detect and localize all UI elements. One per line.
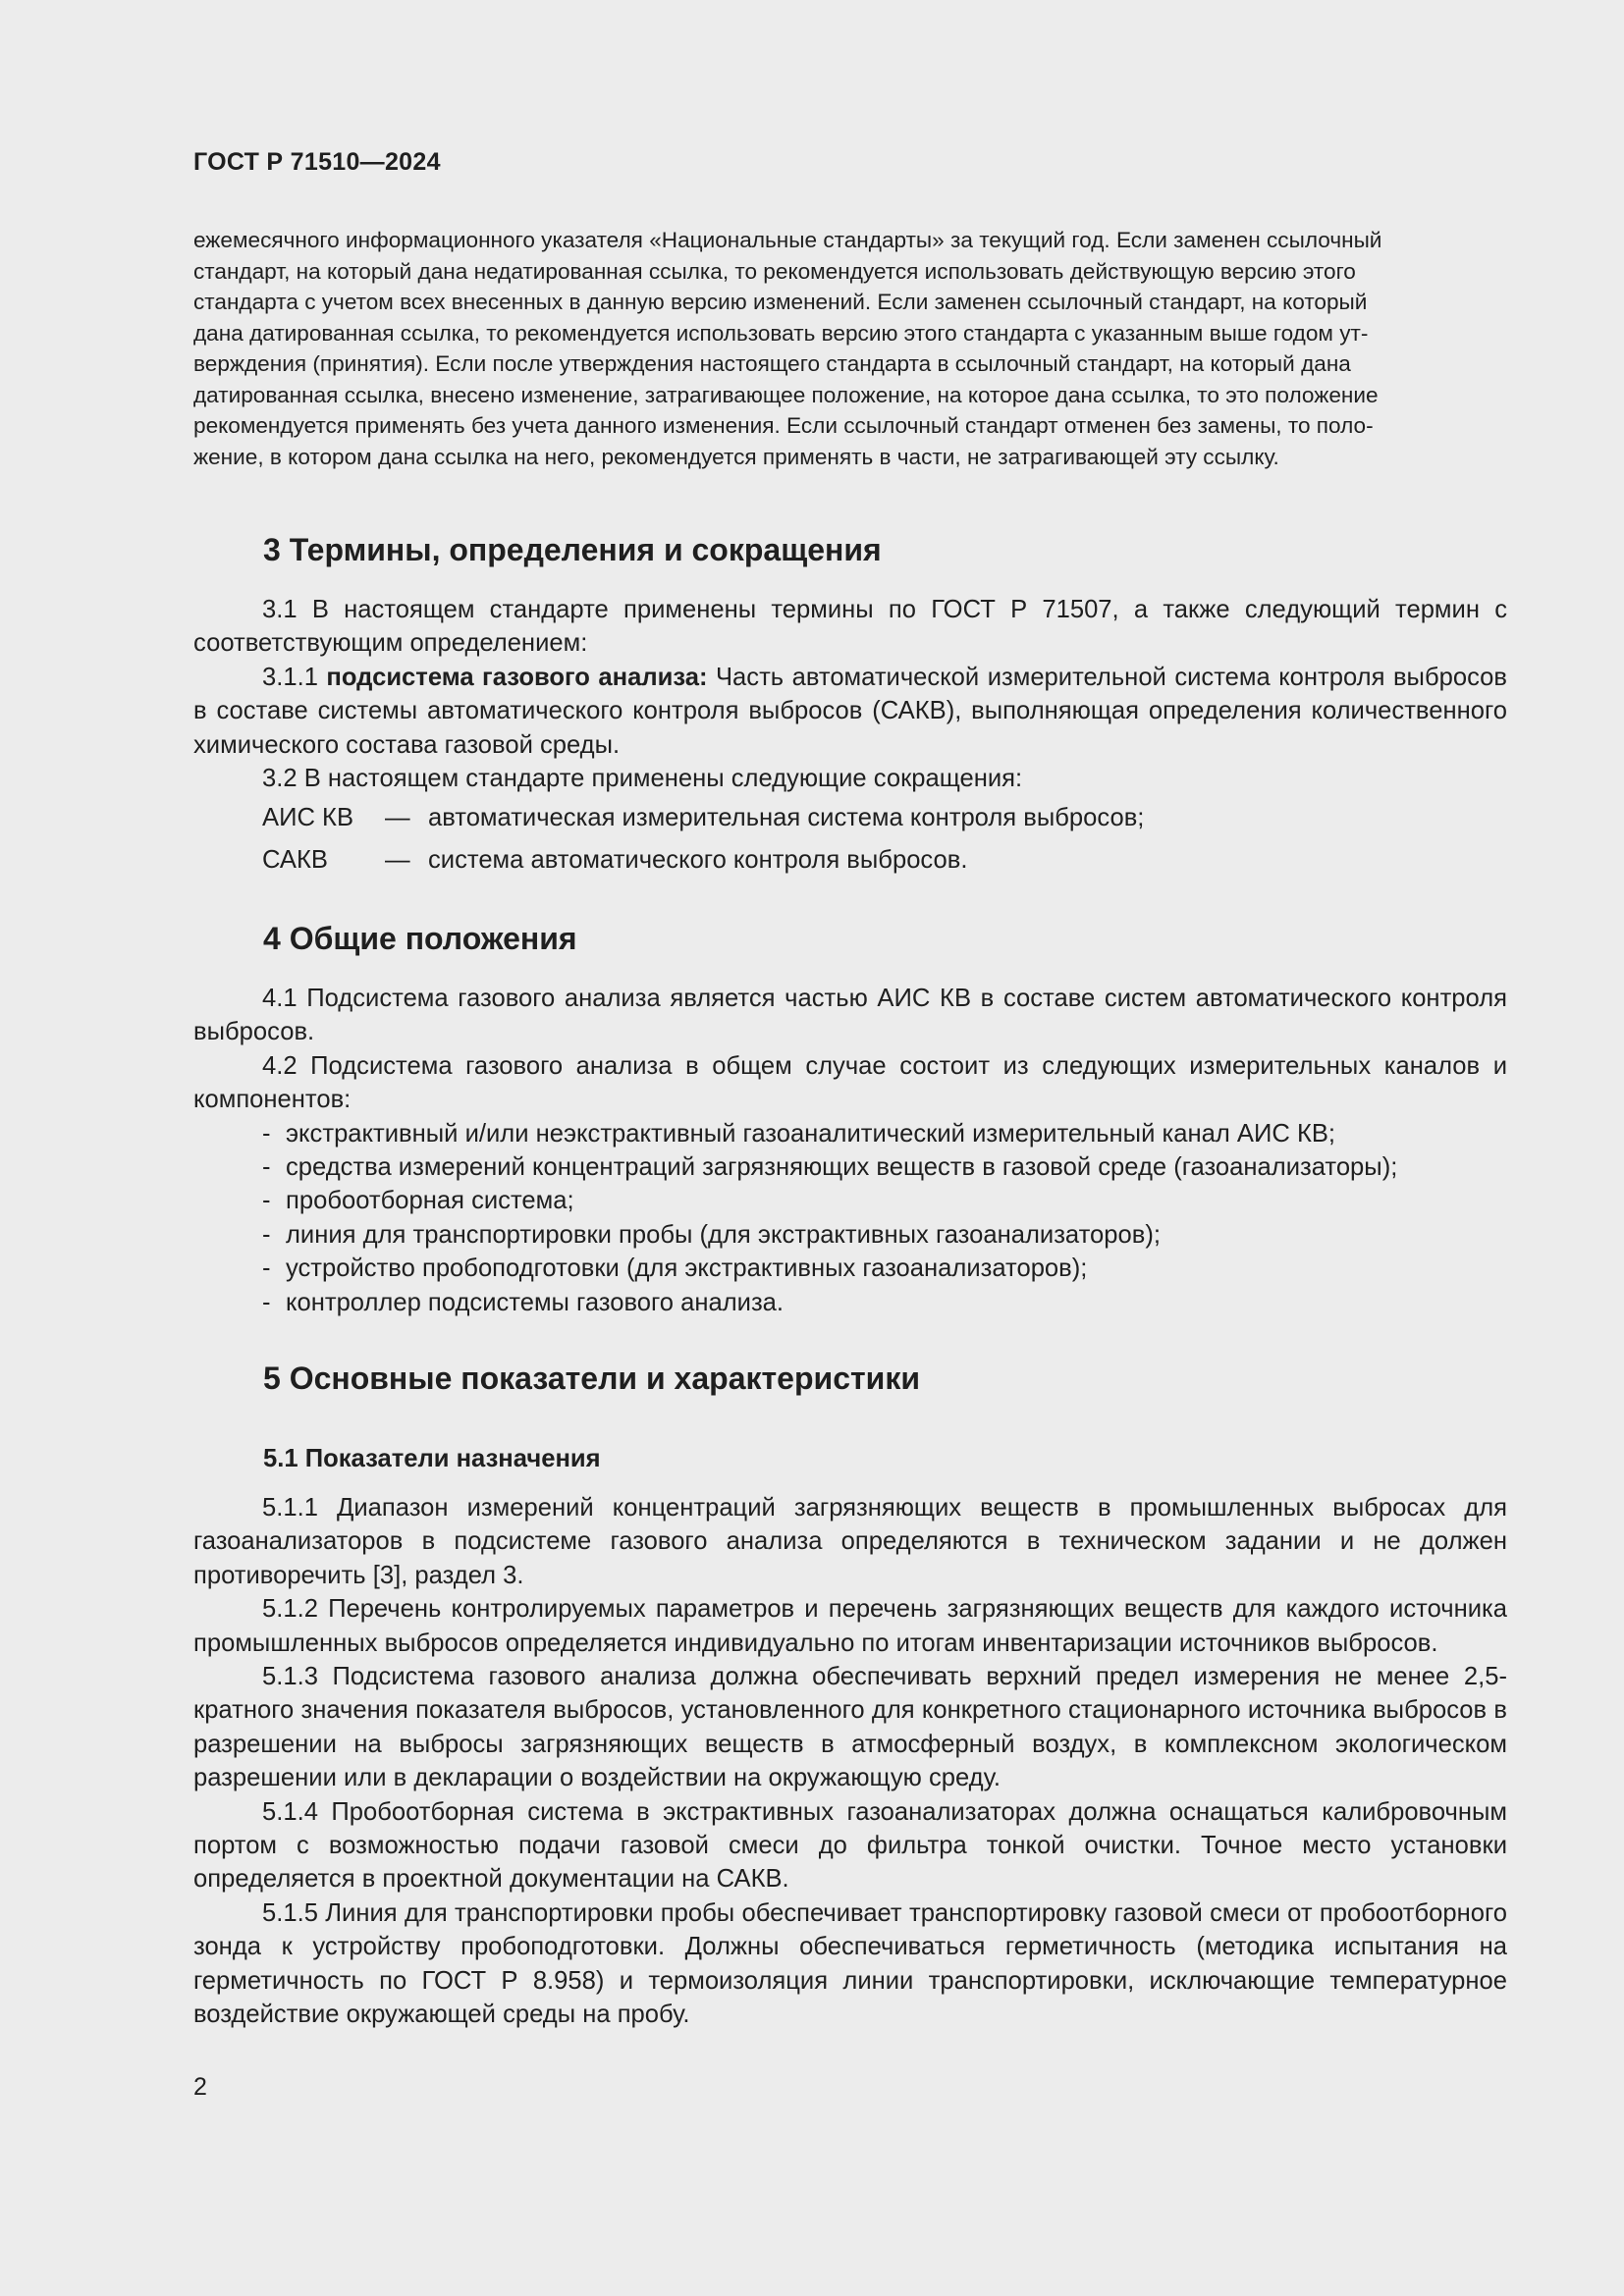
- list-item-text: контроллер подсистемы газового анализа.: [286, 1288, 785, 1316]
- clause-4-1: 4.1 Подсистема газового анализа является частью АИС КВ в составе систем автоматического контроля выбросов.: [193, 985, 1507, 1046]
- clause-5-1-5: 5.1.5 Линия для транспортировки пробы обеспечивает транспортировку газовой смеси от пробоотборного зонда к устройству пробоподготовки. Должны обеспечиваться герметичность (методика испытания на герметичность по ГОСТ Р 8.958) и термоизоляция линии транспортировки, исключающие температурное воздействие окружающей среды на пробу.: [193, 1898, 1507, 2029]
- list-marker: -: [262, 1220, 271, 1249]
- list-item: [193, 1252, 1507, 1285]
- intro-line: датированная ссылка, внесено изменение, затрагивающее положение, на которое дана ссылка, то это положение: [193, 382, 1379, 407]
- abbreviation-definition: автоматическая измерительная система контроля выбросов;: [428, 804, 1145, 832]
- intro-line: рекомендуется применять без учета данного изменения. Если ссылочный стандарт отменен без замены, то поло-: [193, 413, 1374, 438]
- intro-line: дана датированная ссылка, то рекомендуется использовать версию этого стандарта с указанным выше годом ут-: [193, 320, 1369, 346]
- abbreviation-dash: —: [385, 804, 410, 832]
- list-item-text: пробоотборная система;: [286, 1187, 574, 1215]
- abbreviation-term: АИС КВ: [262, 804, 354, 832]
- clause-5-1-1: 5.1.1 Диапазон измерений концентраций загрязняющих веществ в промышленных выбросах для газоанализаторов в подсистеме газового анализа определяются в техническом задании и не должен противоречить [3], раздел 3.: [193, 1494, 1507, 1589]
- clause-3-1: 3.1 В настоящем стандарте применены термины по ГОСТ Р 71507, а также следующий термин с соответствующим определением:: [193, 596, 1507, 658]
- list-item: [193, 1117, 1507, 1150]
- section-3-body: [193, 593, 1507, 885]
- list-item: [193, 1286, 1507, 1319]
- clause-3-1-1-number: 3.1.1: [262, 663, 327, 691]
- document-header: ГОСТ Р 71510—2024: [193, 148, 441, 176]
- section-5-title: 5 Основные показатели и характеристики: [263, 1361, 921, 1396]
- list-marker: -: [262, 1187, 271, 1215]
- clause-5-1-2: 5.1.2 Перечень контролируемых параметров и перечень загрязняющих веществ для каждого источника промышленных выбросов определяется индивидуально по итогам инвентаризации источников выбросов.: [193, 1595, 1507, 1657]
- intro-paragraph: [193, 225, 1507, 472]
- list-item-text: экстрактивный и/или неэкстрактивный газоаналитический измерительный канал АИС КВ;: [286, 1119, 1336, 1148]
- list-marker: -: [262, 1153, 271, 1182]
- term-definition-text: Часть автоматической измерительной система контроля выбросов в составе системы автоматического контроля выбросов (САКВ), выполняющая определения количественного химического состава газовой среды.: [193, 663, 1507, 759]
- term-definition-heading: подсистема газового анализа:: [326, 663, 708, 691]
- clause-4-2: 4.2 Подсистема газового анализа в общем случае состоит из следующих измерительных каналов и компонентов:: [193, 1051, 1507, 1114]
- intro-line: стандарт, на который дана недатированная ссылка, то рекомендуется использовать действующую версию этого: [193, 258, 1356, 284]
- abbreviation-dash: —: [385, 846, 410, 875]
- list-item: [193, 1184, 1507, 1217]
- list-marker: -: [262, 1255, 271, 1283]
- subsection-5-1-title: 5.1 Показатели назначения: [263, 1445, 601, 1472]
- intro-line: жение, в котором дана ссылка на него, рекомендуется применять в части, не затрагивающей эту ссылку.: [193, 444, 1279, 469]
- list-item: [193, 1150, 1507, 1184]
- intro-line: стандарта с учетом всех внесенных в данную версию изменений. Если заменен ссылочный стандарт, на который: [193, 290, 1368, 314]
- abbreviation-definition: система автоматического контроля выбросов.: [428, 846, 968, 875]
- clause-3-1-1: [193, 661, 1507, 762]
- intro-line: верждения (принятия). Если после утверждения настоящего стандарта в ссылочный стандарт, на который дана: [193, 351, 1351, 376]
- clause-5-1-3: 5.1.3 Подсистема газового анализа должна обеспечивать верхний предел измерения не менее 2,5-кратного значения показателя выбросов, установленного для конкретного стационарного источника выбросов в разрешении на выбросы загрязняющих веществ в атмосферный воздух, в комплексном экологическом разрешении или в декларации о воздействии на окружающую среду.: [193, 1663, 1507, 1792]
- abbreviation-row: [193, 801, 1507, 843]
- list-item-text: средства измерений концентраций загрязняющих веществ в газовой среде (газоанализаторы);: [286, 1153, 1398, 1182]
- list-marker: -: [262, 1288, 271, 1316]
- list-item-text: линия для транспортировки пробы (для экстрактивных газоанализаторов);: [286, 1220, 1161, 1249]
- list-marker: -: [262, 1119, 271, 1148]
- list-item: [193, 1218, 1507, 1252]
- page-number: 2: [193, 2073, 207, 2101]
- abbreviation-term: САКВ: [262, 846, 328, 875]
- abbreviation-row: [193, 843, 1507, 885]
- clause-5-1-4: 5.1.4 Пробоотборная система в экстрактивных газоанализаторах должна оснащаться калибровочным портом с возможностью подачи газовой смеси до фильтра тонкой очистки. Точное место установки определяется в проектной документации на САКВ.: [193, 1797, 1507, 1894]
- section-4-title: 4 Общие положения: [263, 921, 577, 956]
- list-item-text: устройство пробоподготовки (для экстрактивных газоанализаторов);: [286, 1255, 1088, 1283]
- section-4-body: [193, 982, 1507, 1319]
- section-5-body: [193, 1491, 1507, 2032]
- component-list: [193, 1117, 1507, 1319]
- intro-line: ежемесячного информационного указателя «Национальные стандарты» за текущий год. Если заменен ссылочный: [193, 228, 1382, 252]
- section-3-title: 3 Термины, определения и сокращения: [263, 532, 882, 567]
- clause-3-2: 3.2 В настоящем стандарте применены следующие сокращения:: [262, 765, 1023, 793]
